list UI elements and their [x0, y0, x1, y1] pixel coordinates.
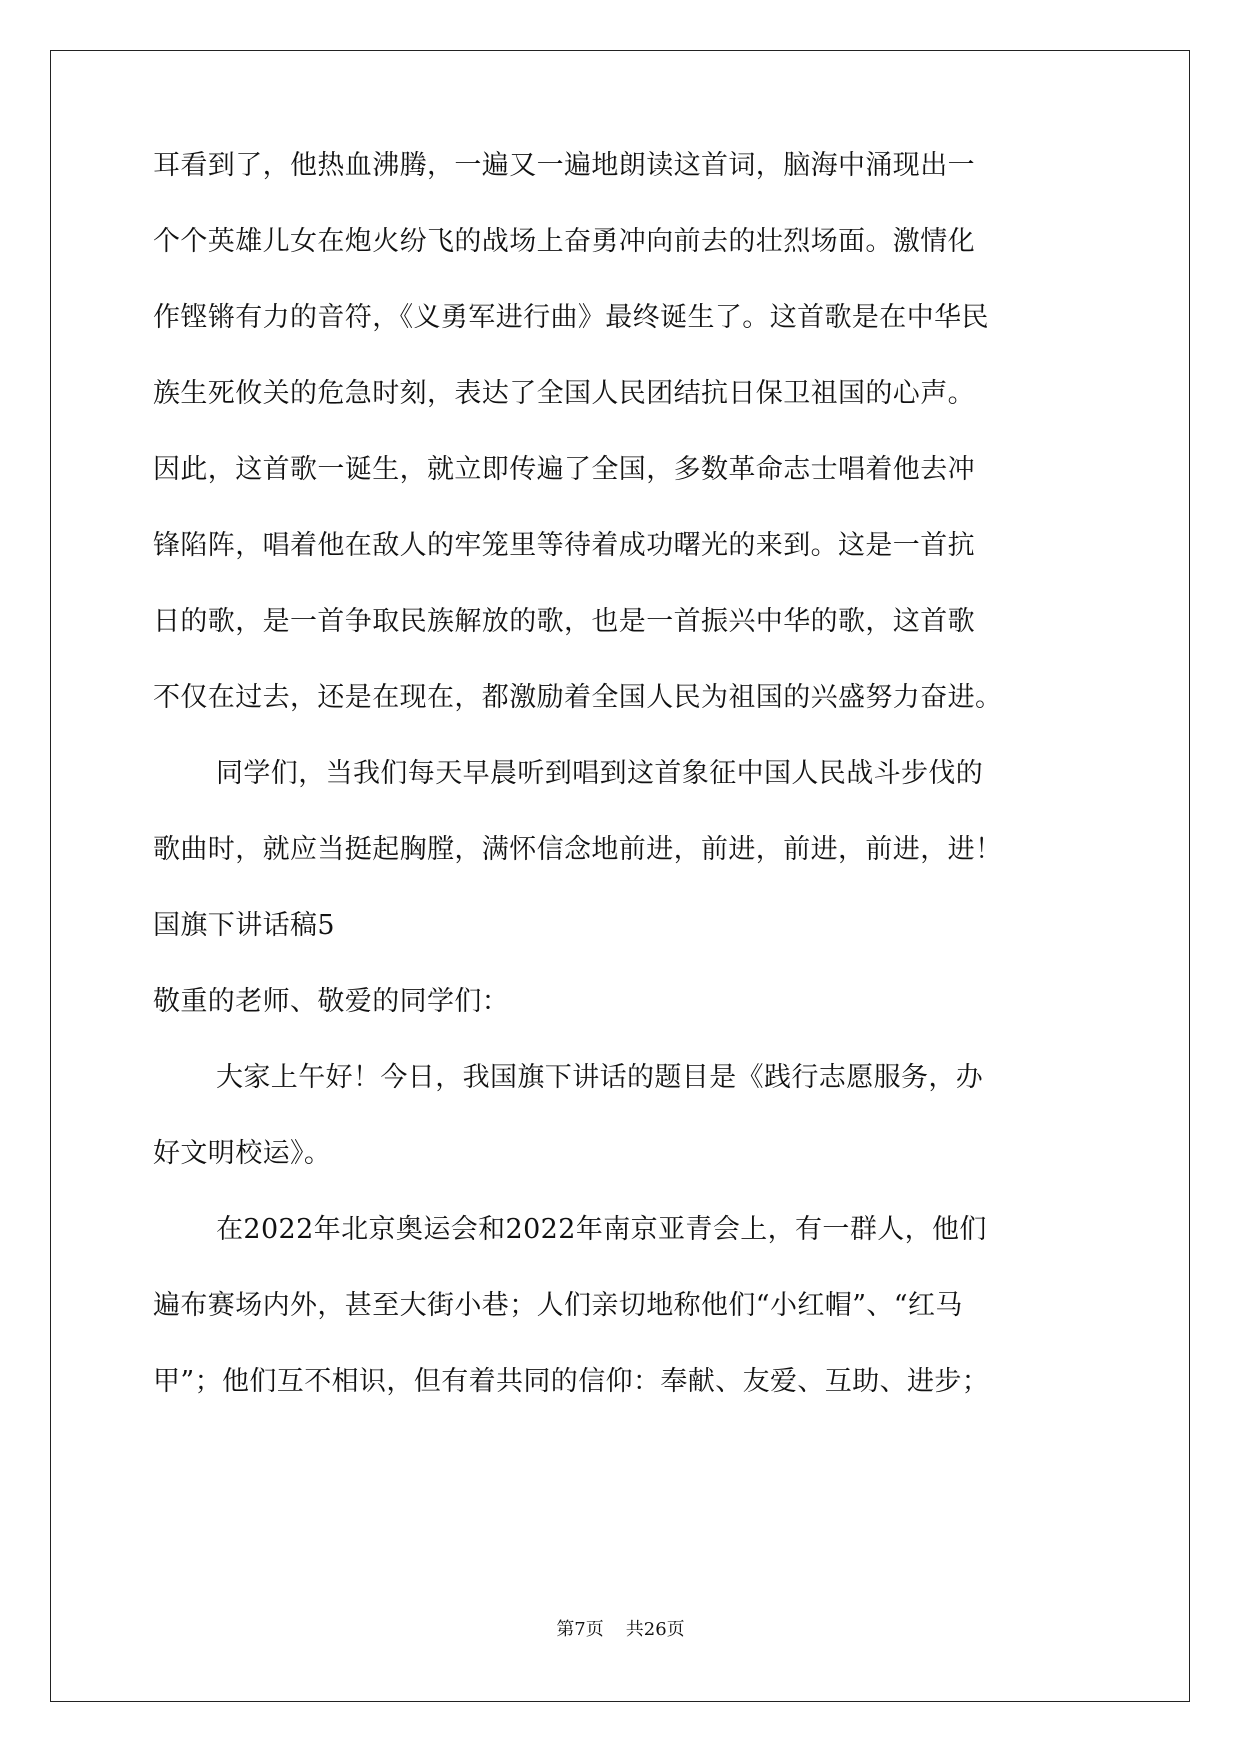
paragraph-line: 个个英雄儿女在炮火纷飞的战场上奋勇冲向前去的壮烈场面。激情化 — [153, 226, 975, 257]
paragraph-line: 作铿锵有力的音符，《义勇军进行曲》最终诞生了。这首歌是在中华民 — [153, 302, 989, 333]
section-heading: 国旗下讲话稿5 — [153, 910, 335, 941]
paragraph-line: 同学们，当我们每天早晨听到唱到这首象征中国人民战斗步伐的 — [216, 758, 984, 789]
paragraph-line: 甲”；他们互不相识，但有着共同的信仰：奉献、友爱、互助、进步； — [153, 1366, 990, 1397]
paragraph-line: 日的歌，是一首争取民族解放的歌，也是一首振兴中华的歌，这首歌 — [153, 606, 975, 637]
salutation: 敬重的老师、敬爱的同学们： — [153, 986, 510, 1017]
paragraph-line: 因此，这首歌一诞生，就立即传遍了全国，多数革命志士唱着他去冲 — [153, 454, 975, 485]
paragraph-line: 族生死攸关的危急时刻，表达了全国人民团结抗日保卫祖国的心声。 — [153, 378, 975, 409]
paragraph-line: 耳看到了，他热血沸腾，一遍又一遍地朗读这首词，脑海中涌现出一 — [153, 150, 975, 181]
paragraph-line: 大家上午好！今日，我国旗下讲话的题目是《践行志愿服务，办 — [216, 1062, 984, 1093]
paragraph-line: 在2022年北京奥运会和2022年南京亚青会上，有一群人，他们 — [216, 1214, 987, 1245]
paragraph-line: 歌曲时，就应当挺起胸膛，满怀信念地前进，前进，前进，前进，进！ — [153, 834, 1003, 865]
paragraph-line: 锋陷阵，唱着他在敌人的牢笼里等待着成功曙光的来到。这是一首抗 — [153, 530, 975, 561]
page-footer — [0, 1618, 1241, 1642]
paragraph-line: 遍布赛场内外，甚至大街小巷；人们亲切地称他们“小红帽”、“红马 — [153, 1290, 963, 1321]
paragraph-line: 不仅在过去，还是在现在，都激励着全国人民为祖国的兴盛努力奋进。 — [153, 682, 1003, 713]
paragraph-line: 好文明校运》。 — [153, 1138, 332, 1169]
page-border — [50, 50, 1190, 1702]
page-total: 共26页 — [625, 1619, 685, 1640]
page-number: 第7页 — [556, 1619, 604, 1640]
